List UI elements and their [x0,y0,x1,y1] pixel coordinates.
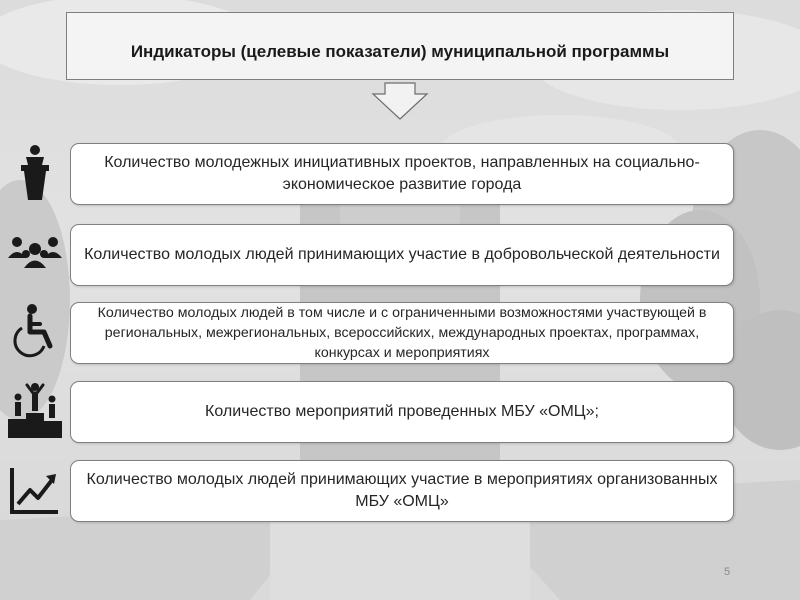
growth-chart-icon [6,460,64,518]
wheelchair-icon [6,302,64,360]
podium-speaker-icon [6,143,64,201]
title-box [66,12,734,80]
indicator-box-5 [70,460,734,522]
indicator-text-5: Количество молодых людей принимающих участие в мероприятиях организованных МБУ «ОМЦ» [86,471,718,510]
group-of-people-icon [6,224,64,282]
indicator-box-1 [70,143,734,205]
indicator-box-2 [70,224,734,286]
down-arrow-icon [371,82,429,120]
indicator-text-3: Количество молодых людей в том числе и с ограниченными возможностями участвующей в региональных, межрегиональных, всероссийских, международных проектах, программах, конкурсах и мероприятиях [97,305,707,361]
page-title: Индикаторы (целевые показатели) муниципальной программы [130,42,670,61]
indicator-text-1: Количество молодежных инициативных проектов, направленных на социально-экономическое развитие города [104,154,700,193]
winners-podium-icon [6,381,64,439]
indicator-text-4: Количество мероприятий проведенных МБУ «ОМЦ»; [205,403,599,420]
indicator-box-4 [70,381,734,443]
indicator-text-2: Количество молодых людей принимающих участие в добровольческой деятельности [84,246,720,263]
page-number: 5 [724,566,731,578]
indicator-box-3 [70,302,734,364]
